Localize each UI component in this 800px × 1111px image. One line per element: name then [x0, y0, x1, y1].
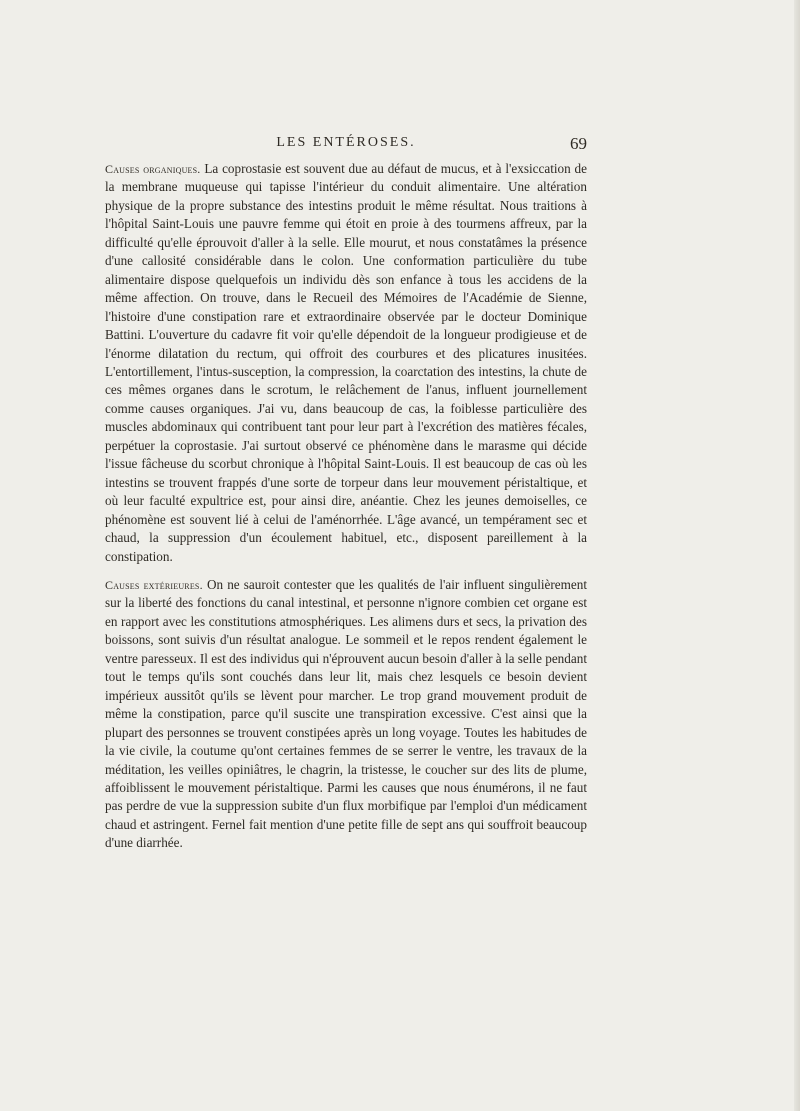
paragraph-organic-causes [105, 160, 587, 566]
running-title: LES ENTÉROSES. [276, 135, 416, 150]
text-block [105, 160, 587, 853]
page-edge [794, 0, 800, 1111]
paragraph-text: La coprostasie est souvent due au défaut de mucus, et à l'exsiccation de la membrane muqueuse qui tapisse l'intérieur du conduit alimentaire. Une altération physique de la propre substance des intestins produit le même résultat. Nous traitions à l'hôpital Saint-Louis une pauvre femme qui étoit en proie à des tourmens affreux, par la difficulté qu'elle éprouvoit d'aller à la selle. Elle mourut, et nous constatâmes la présence d'une callosité considérable dans le colon. Une conformation particulière du tube alimentaire dispose quelquefois un individu dès son enfance à tous les accidens de la même affection. On trouve, dans le Recueil des Mémoires de l'Académie de Sienne, l'histoire d'une constipation rare et extraordinaire observée par le docteur Dominique Battini. L'ouverture du cadavre fit voir qu'elle dépendoit de la longueur prodigieuse et de l'énorme dilatation du rectum, qui offroit des courbures et des plicatures inusitées. L'entortillement, l'intus-susception, la compression, la coarctation des intestins, la chute de ces mêmes organes dans le scrotum, le relâchement de l'anus, influent journellement comme causes organiques. J'ai vu, dans beaucoup de cas, la foiblesse particulière des muscles abdominaux qui contribuent tant pour leur part à l'excrétion des matières fécales, perpétuer la coprostasie. J'ai surtout observé ce phénomène dans le marasme qui décide l'issue fâcheuse du scorbut chronique à l'hôpital Saint-Louis. Il est beaucoup de cas où les intestins se trouvent frappés d'une sorte de torpeur dans leur mouvement péristaltique, et où leur faculté expultrice est, pour ainsi dire, anéantie. Chez les jeunes demoiselles, ce phénomène est souvent lié à celui de l'aménorrhée. L'âge avancé, un tempérament sec et chaud, la suppression d'un écoulement habituel, etc., disposent pareillement à la constipation. [105, 161, 587, 564]
paragraph-text: On ne sauroit contester que les qualités de l'air influent singulièrement sur la liberté des fonctions du canal intestinal, et personne n'ignore combien cet organe est en rapport avec les constitutions atmosphériques. Les alimens durs et secs, la privation des boissons, sont suivis d'un résultat analogue. Le sommeil et le repos rendent également le ventre paresseux. Il est des individus qui n'éprouvent aucun besoin d'aller à la selle pendant tout le temps qu'ils sont couchés dans leur lit, mais chez lesquels ce besoin devient impérieux aussitôt qu'ils se lèvent pour marcher. Le trop grand mouvement produit de même la constipation, parce qu'il suscite une transpiration excessive. C'est ainsi que la plupart des personnes se trouvent constipées après un long voyage. Toutes les habitudes de la vie civile, la coutume qu'ont certaines femmes de se serrer le ventre, les travaux de la méditation, les veilles opiniâtres, le chagrin, la tristesse, le coucher sur des lits de plume, affoiblissent le mouvement péristaltique. Parmi les causes que nous énumérons, il ne faut pas perdre de vue la suppression subite d'un flux morbifique par l'emploi d'un médicament chaud et astringent. Fernel fait mention d'une petite fille de sept ans qui souffroit beaucoup d'une diarrhée. [105, 576, 587, 851]
rubric-external-causes: Causes extérieures. [105, 577, 203, 592]
page-number: 69 [570, 134, 587, 153]
rubric-organic-causes: Causes organiques. [105, 162, 201, 176]
paragraph-external-causes [105, 576, 587, 853]
running-head [105, 135, 587, 157]
